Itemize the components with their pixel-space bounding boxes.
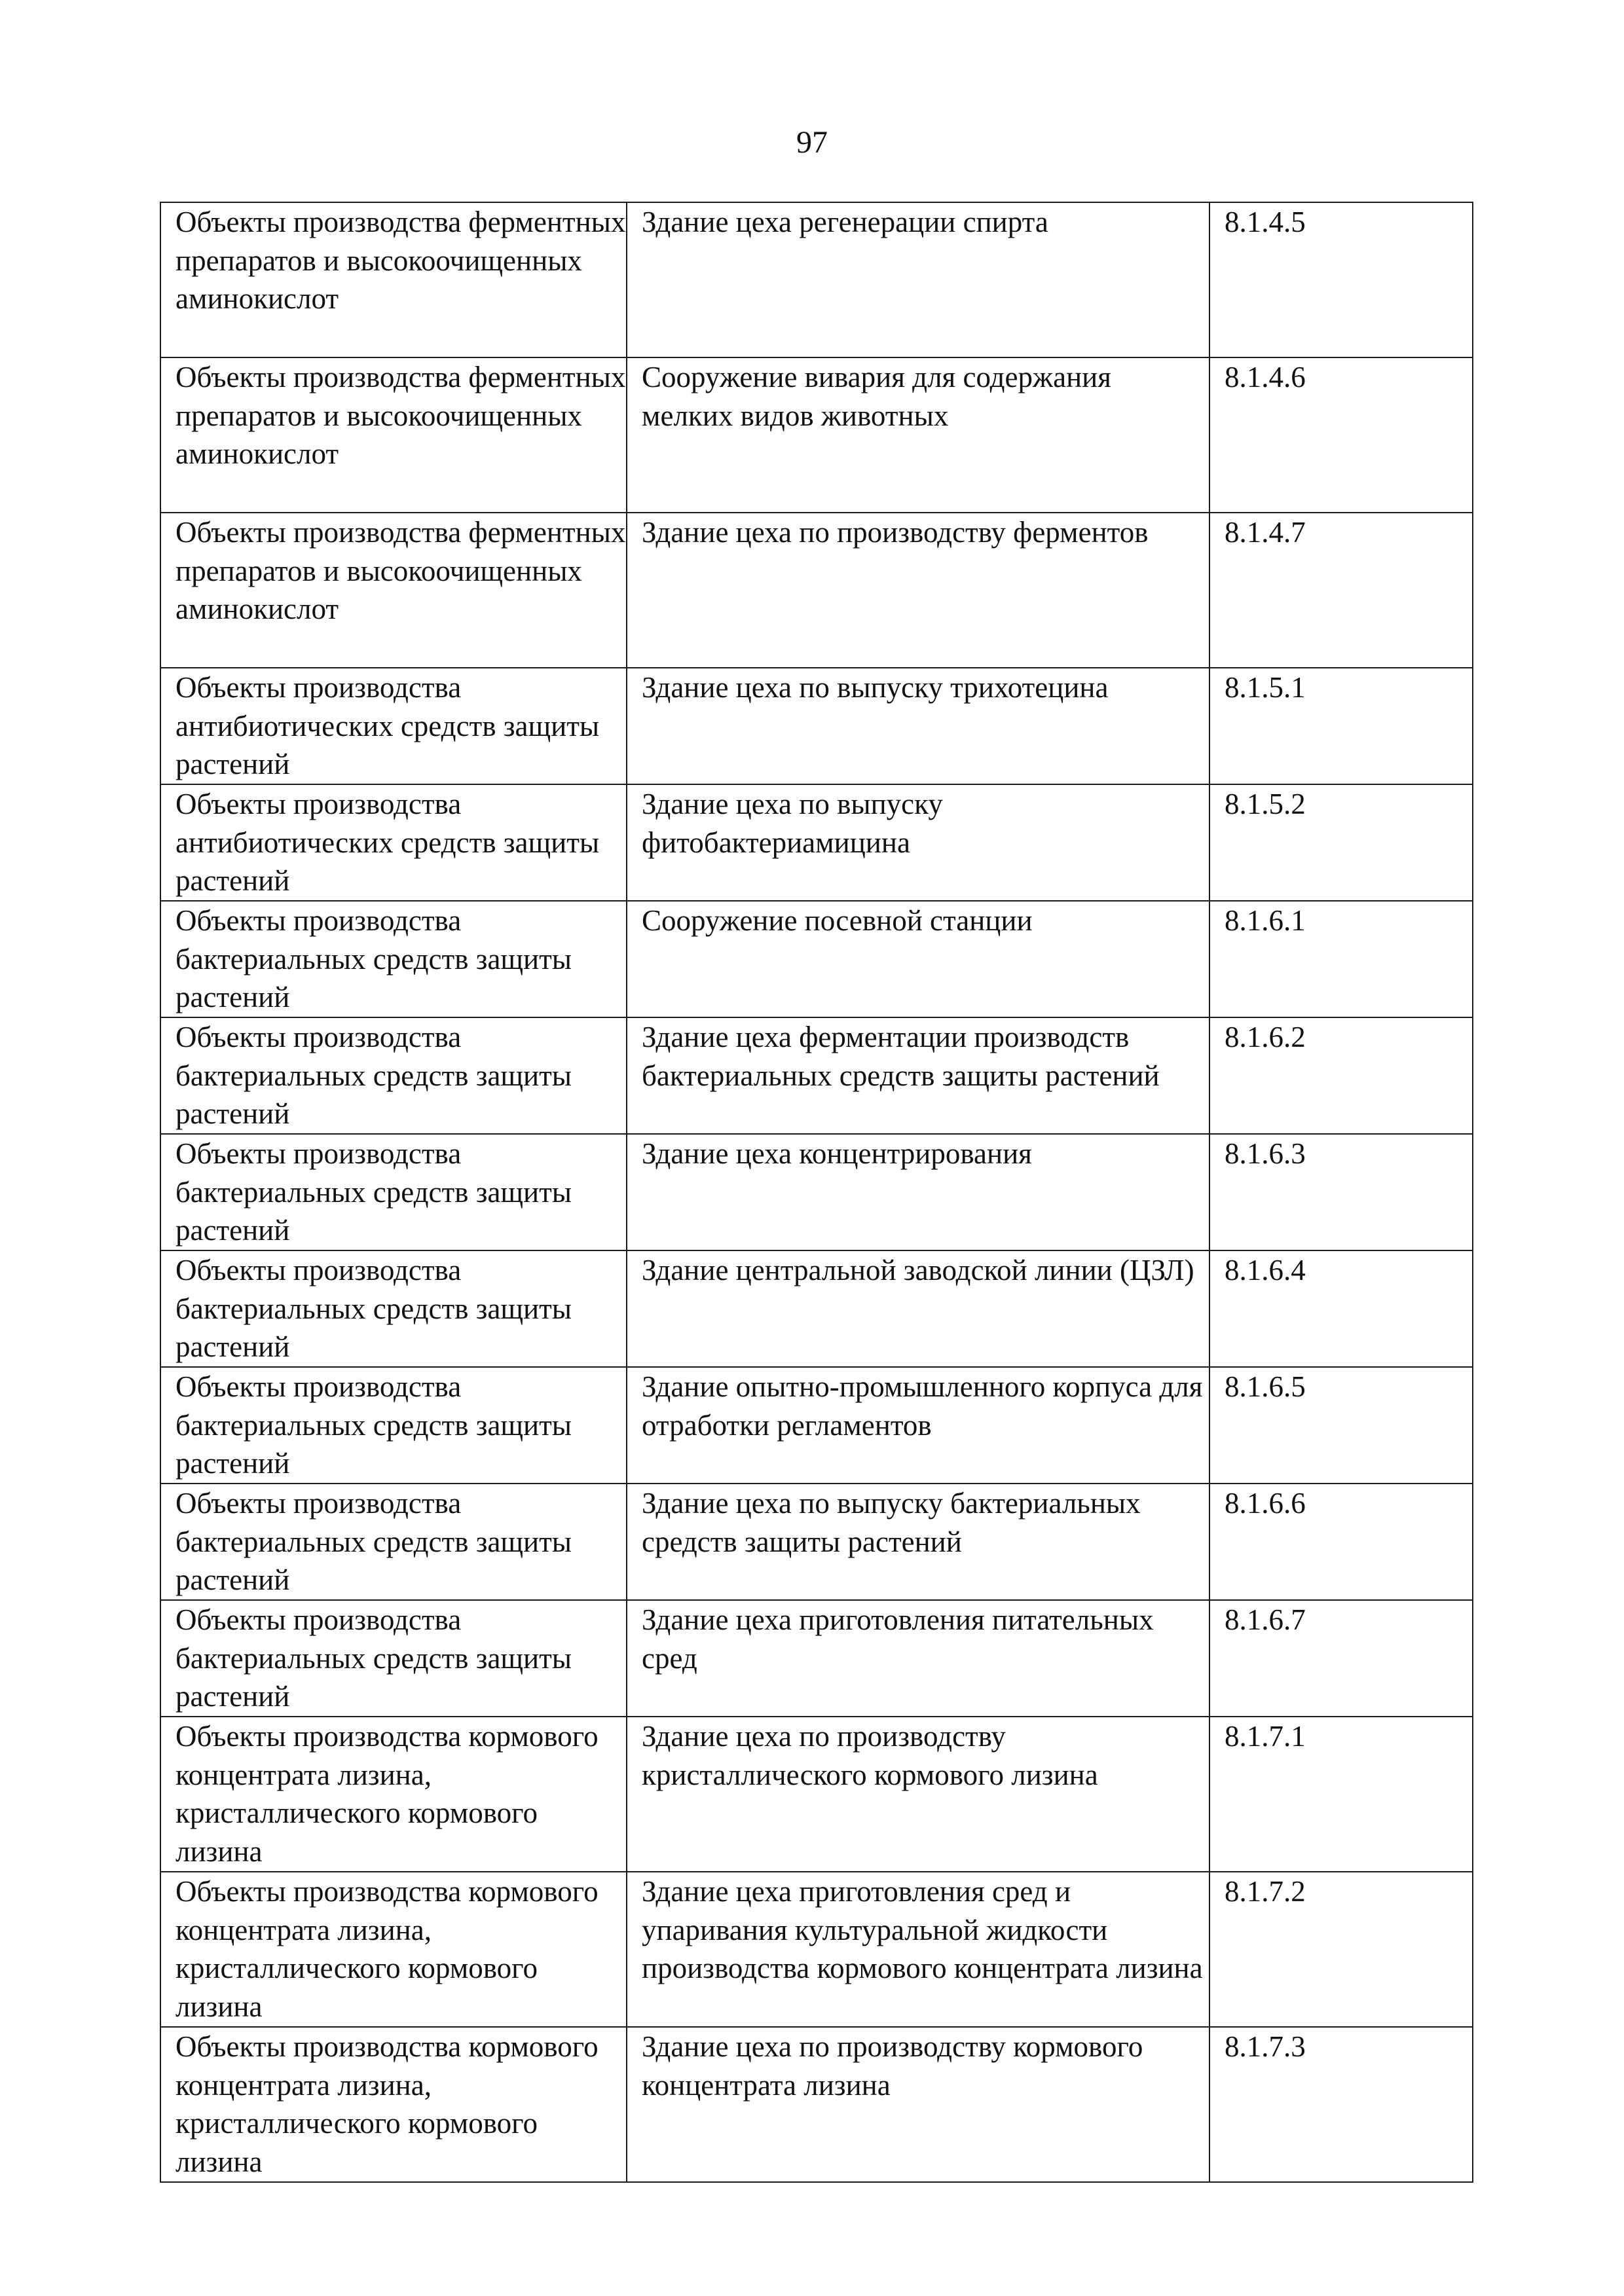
table-row (160, 1250, 1473, 1367)
building-text: Здание цеха концентрирования (642, 1137, 1032, 1170)
code-cell (1209, 668, 1473, 784)
table-row (160, 668, 1473, 784)
building-cell (627, 1872, 1209, 2027)
building-cell (627, 1600, 1209, 1717)
building-cell (627, 1134, 1209, 1250)
code-text: 8.1.6.5 (1225, 1370, 1306, 1403)
object-type-text: Объекты производства кормового концентрата лизина, кристаллического кормового лизина (175, 1720, 599, 1868)
object-type-cell (160, 1717, 627, 1872)
object-type-text: Объекты производства бактериальных средств защиты растений (175, 1487, 572, 1596)
building-cell (627, 1484, 1209, 1600)
building-cell (627, 513, 1209, 668)
table-row (160, 357, 1473, 513)
building-cell (627, 784, 1209, 901)
code-text: 8.1.4.5 (1225, 206, 1306, 238)
object-type-cell (160, 1250, 627, 1367)
code-text: 8.1.7.3 (1225, 2030, 1306, 2063)
page-number: 97 (796, 125, 828, 160)
code-cell (1209, 1134, 1473, 1250)
object-type-cell (160, 1484, 627, 1600)
building-cell (627, 668, 1209, 784)
code-cell (1209, 202, 1473, 357)
object-type-text: Объекты производства бактериальных средств защиты растений (175, 904, 572, 1013)
code-cell (1209, 1017, 1473, 1134)
code-cell (1209, 1872, 1473, 2027)
code-cell (1209, 901, 1473, 1017)
object-type-cell (160, 668, 627, 784)
building-text: Здание цеха по производству ферментов (642, 516, 1149, 549)
building-cell (627, 357, 1209, 513)
building-cell (627, 901, 1209, 1017)
building-text: Здание цеха приготовления сред и упаривания культуральной жидкости производства кормового концентрата лизина (642, 1875, 1203, 1984)
building-cell (627, 1367, 1209, 1484)
code-text: 8.1.6.1 (1225, 904, 1306, 937)
code-cell (1209, 1717, 1473, 1872)
object-type-text: Объекты производства кормового концентрата лизина, кристаллического кормового лизина (175, 2030, 599, 2178)
code-text: 8.1.7.1 (1225, 1720, 1306, 1753)
table-row (160, 1872, 1473, 2027)
table-row (160, 1134, 1473, 1250)
code-text: 8.1.5.2 (1225, 788, 1306, 820)
code-text: 8.1.7.2 (1225, 1875, 1306, 1908)
building-text: Здание центральной заводской линии (ЦЗЛ) (642, 1254, 1194, 1286)
object-type-text: Объекты производства кормового концентрата лизина, кристаллического кормового лизина (175, 1875, 599, 2023)
object-type-text: Объекты производства антибиотических средств защиты растений (175, 671, 600, 780)
code-text: 8.1.5.1 (1225, 671, 1306, 704)
building-cell (627, 1717, 1209, 1872)
building-text: Здание цеха ферментации производств бактериальных средств защиты растений (642, 1021, 1160, 1092)
building-text: Здание опытно-промышленного корпуса для отработки регламентов (642, 1370, 1203, 1442)
building-cell (627, 1017, 1209, 1134)
object-type-cell (160, 1872, 627, 2027)
building-cell (627, 202, 1209, 357)
object-type-cell (160, 2027, 627, 2182)
code-cell (1209, 2027, 1473, 2182)
object-type-cell (160, 901, 627, 1017)
table-row (160, 1717, 1473, 1872)
table-row (160, 1367, 1473, 1484)
object-type-cell (160, 1600, 627, 1717)
object-type-text: Объекты производства бактериальных средств защиты растений (175, 1603, 572, 1713)
code-text: 8.1.6.7 (1225, 1603, 1306, 1636)
building-text: Здание цеха по производству кристаллического кормового лизина (642, 1720, 1098, 1791)
building-text: Здание цеха по выпуску трихотецина (642, 671, 1109, 704)
table-row (160, 784, 1473, 901)
table-row (160, 901, 1473, 1017)
object-type-text: Объекты производства бактериальных средств защиты растений (175, 1137, 572, 1247)
code-cell (1209, 357, 1473, 513)
object-type-text: Объекты производства бактериальных средств защиты растений (175, 1370, 572, 1480)
building-text: Здание цеха по выпуску бактериальных средств защиты растений (642, 1487, 1141, 1558)
object-type-cell (160, 357, 627, 513)
code-cell (1209, 1600, 1473, 1717)
object-type-text: Объекты производства ферментных препаратов и высокоочищенных аминокислот (175, 361, 626, 470)
building-text: Здание цеха по производству кормового концентрата лизина (642, 2030, 1143, 2102)
object-type-cell (160, 784, 627, 901)
table-row (160, 1484, 1473, 1600)
building-text: Здание цеха приготовления питательных сред (642, 1603, 1154, 1675)
object-type-text: Объекты производства ферментных препаратов и высокоочищенных аминокислот (175, 206, 626, 315)
object-type-text: Объекты производства ферментных препаратов и высокоочищенных аминокислот (175, 516, 626, 625)
building-text: Сооружение вивария для содержания мелких видов животных (642, 361, 1111, 432)
code-cell (1209, 1484, 1473, 1600)
code-text: 8.1.6.4 (1225, 1254, 1306, 1286)
object-type-text: Объекты производства бактериальных средств защиты растений (175, 1021, 572, 1130)
code-text: 8.1.4.7 (1225, 516, 1306, 549)
building-text: Здание цеха регенерации спирта (642, 206, 1048, 238)
code-cell (1209, 513, 1473, 668)
table-row (160, 1017, 1473, 1134)
building-cell (627, 1250, 1209, 1367)
building-text: Здание цеха по выпуску фитобактериамицина (642, 788, 943, 859)
object-type-text: Объекты производства бактериальных средств защиты растений (175, 1254, 572, 1363)
table-row (160, 202, 1473, 357)
table-row (160, 1600, 1473, 1717)
building-cell (627, 2027, 1209, 2182)
objects-table (160, 202, 1473, 2183)
code-text: 8.1.6.6 (1225, 1487, 1306, 1520)
object-type-text: Объекты производства антибиотических средств защиты растений (175, 788, 600, 897)
table-row (160, 2027, 1473, 2182)
code-cell (1209, 1250, 1473, 1367)
code-text: 8.1.4.6 (1225, 361, 1306, 393)
object-type-cell (160, 1134, 627, 1250)
building-text: Сооружение посевной станции (642, 904, 1033, 937)
object-type-cell (160, 1367, 627, 1484)
code-text: 8.1.6.3 (1225, 1137, 1306, 1170)
table-row (160, 513, 1473, 668)
object-type-cell (160, 1017, 627, 1134)
object-type-cell (160, 202, 627, 357)
object-type-cell (160, 513, 627, 668)
code-cell (1209, 784, 1473, 901)
code-cell (1209, 1367, 1473, 1484)
code-text: 8.1.6.2 (1225, 1021, 1306, 1053)
